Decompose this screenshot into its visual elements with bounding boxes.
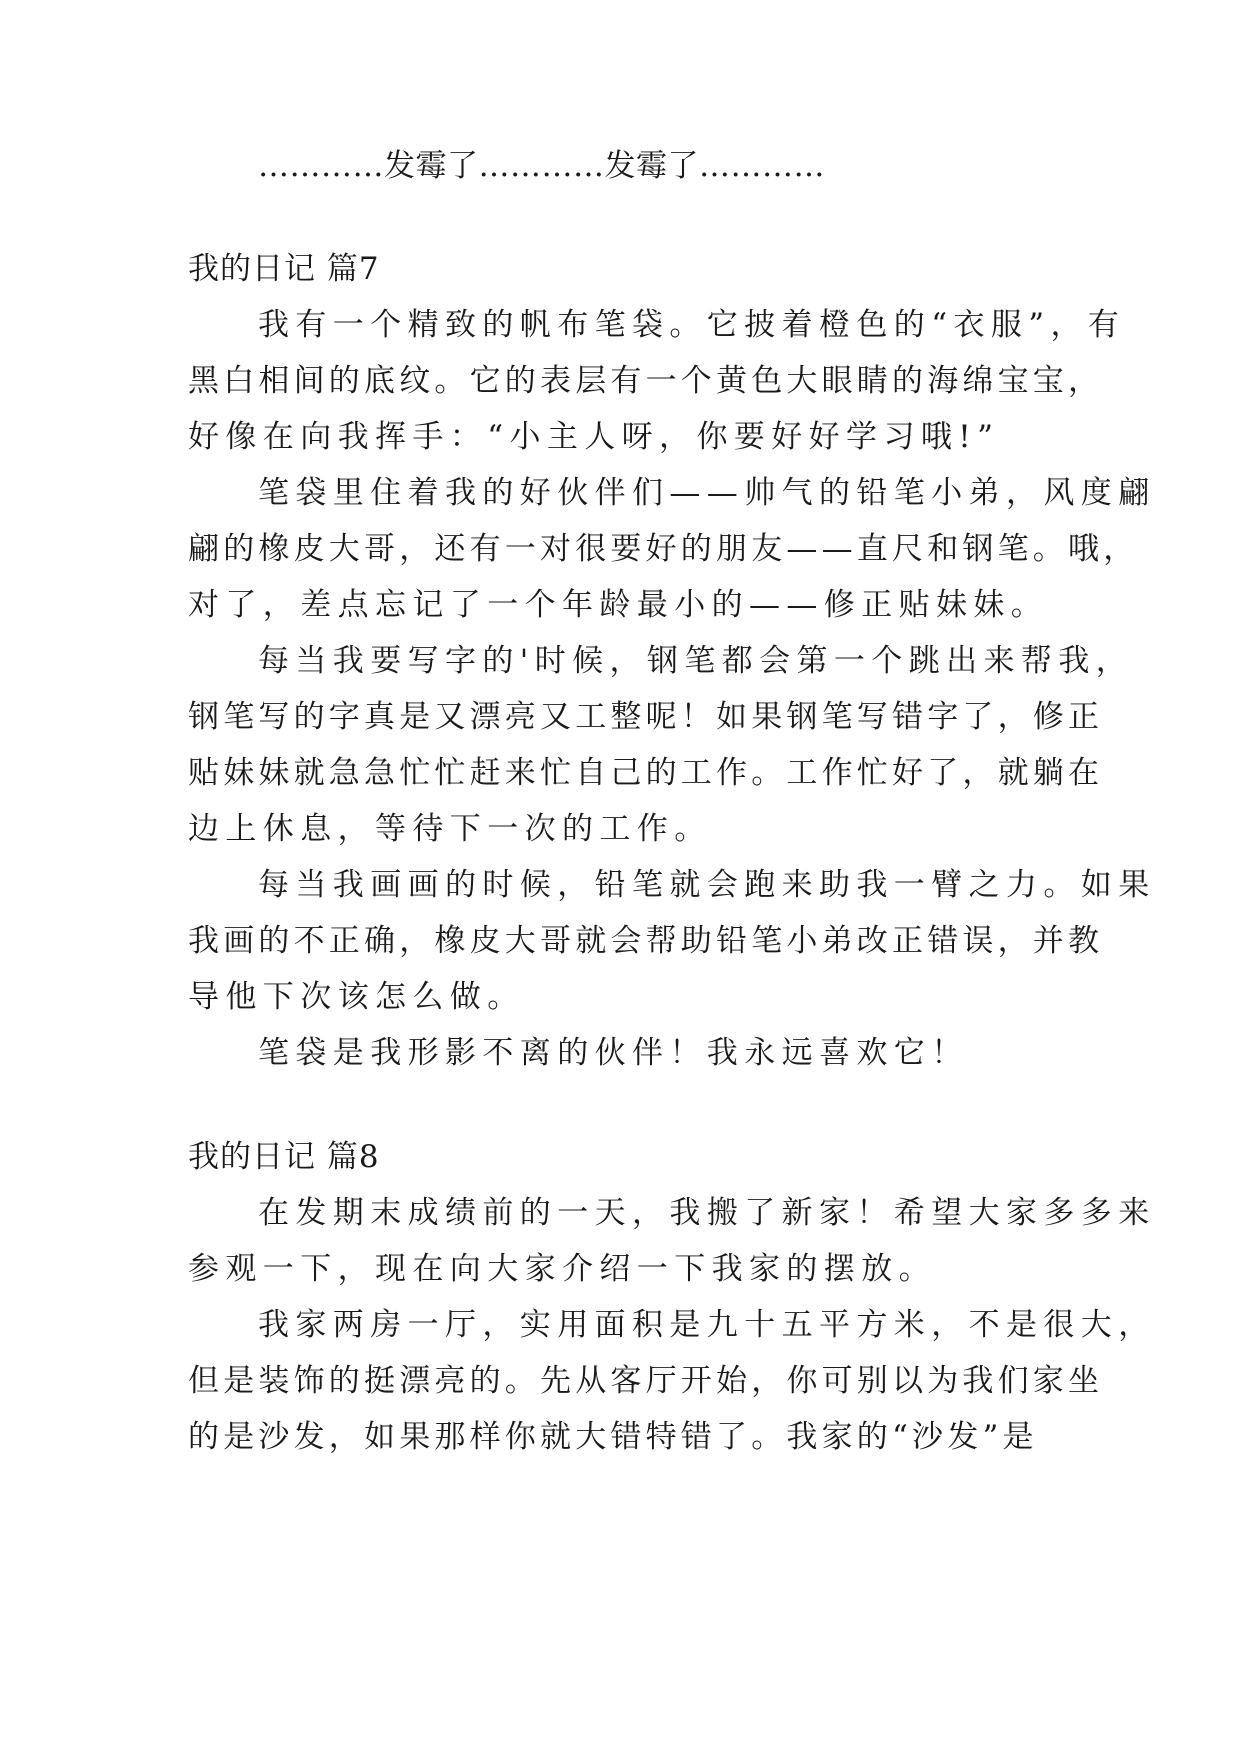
opening-line: …………发霉了…………发霉了…………	[258, 148, 825, 184]
paragraph-line: 边上休息，等待下一次的工作。	[188, 811, 712, 847]
paragraph-line: 每当我要写字的'时候，钢笔都会第一个跳出来帮我，	[258, 643, 1134, 679]
paragraph-line: 好像在向我挥手：“小主人呀，你要好好学习哦!”	[188, 419, 1000, 455]
paragraph-line: 的是沙发，如果那样你就大错特错了。我家的“沙发”是	[188, 1419, 1038, 1455]
section-heading-7: 我的日记 篇7	[188, 251, 380, 287]
paragraph-line: 钢笔写的字真是又漂亮又工整呢！如果钢笔写错字了，修正	[188, 699, 1104, 735]
paragraph-line: 对了，差点忘记了一个年龄最小的——修正贴妹妹。	[188, 587, 1049, 623]
paragraph-line: 我画的不正确，橡皮大哥就会帮助铅笔小弟改正错误，并教	[188, 923, 1104, 959]
paragraph-line: 贴妹妹就急急忙忙赶来忙自己的工作。工作忙好了，就躺在	[188, 755, 1104, 791]
paragraph-line: 黑白相间的底纹。它的表层有一个黄色大眼睛的海绵宝宝，	[188, 363, 1104, 399]
paragraph-line: 参观一下，现在向大家介绍一下我家的摆放。	[188, 1251, 936, 1287]
section-heading-8: 我的日记 篇8	[188, 1139, 380, 1175]
paragraph-line: 我家两房一厅，实用面积是九十五平方米，不是很大，	[258, 1307, 1156, 1343]
paragraph-line: 导他下次该怎么做。	[188, 979, 525, 1015]
paragraph-line: 但是装饰的挺漂亮的。先从客厅开始，你可别以为我们家坐	[188, 1363, 1104, 1399]
paragraph-line: 笔袋是我形影不离的伙伴！我永远喜欢它！	[258, 1035, 969, 1071]
paragraph-line: 我有一个精致的帆布笔袋。它披着橙色的“衣服”，有	[258, 307, 1126, 343]
paragraph-line: 每当我画画的时候，铅笔就会跑来助我一臂之力。如果	[258, 867, 1156, 903]
paragraph-line: 在发期末成绩前的一天，我搬了新家！希望大家多多来	[258, 1195, 1156, 1231]
paragraph-line: 翩的橡皮大哥，还有一对很要好的朋友——直尺和钢笔。哦，	[188, 531, 1139, 567]
paragraph-line: 笔袋里住着我的好伙伴们——帅气的铅笔小弟，风度翩	[258, 475, 1156, 511]
